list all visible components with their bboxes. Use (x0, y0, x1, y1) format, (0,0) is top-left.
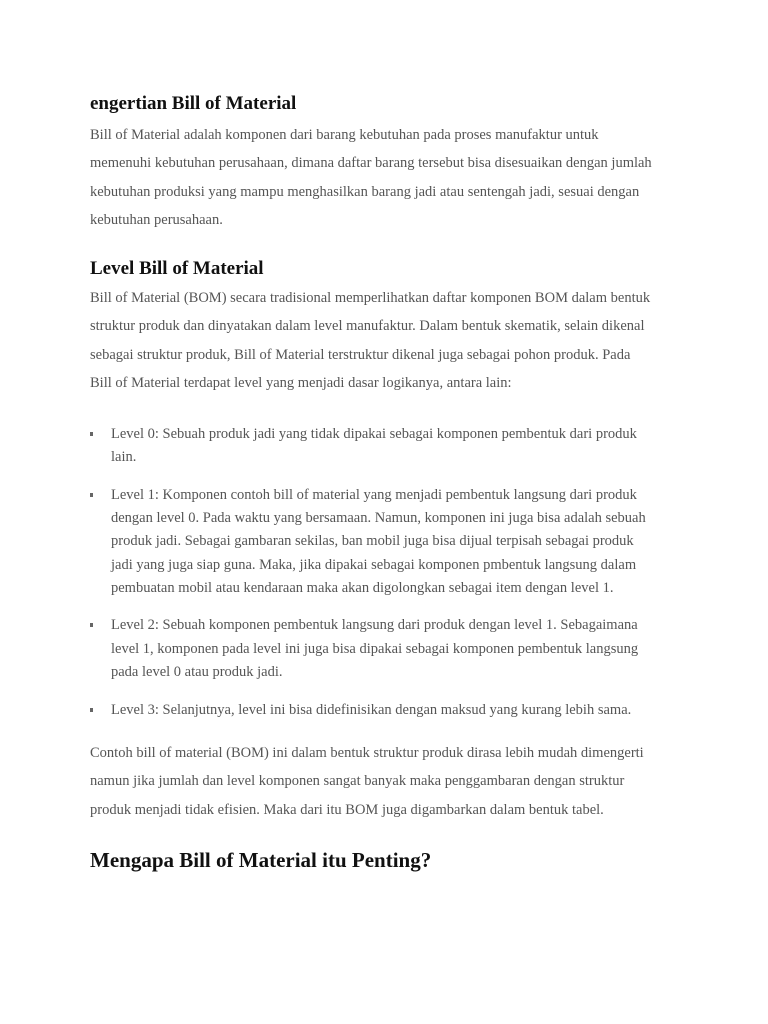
bullet-icon (90, 623, 93, 627)
section-heading-pengertian: engertian Bill of Material (90, 93, 297, 114)
text-line: namun jika jumlah dan level komponen sangat banyak maka penggambaran dengan struktur (90, 773, 625, 790)
text-line: Contoh bill of material (BOM) ini dalam bentuk struktur produk dirasa lebih mudah dimengerti (90, 745, 644, 761)
text-line: sebagai struktur produk, Bill of Material terstruktur dikenal juga sebagai pohon produk. Pada (90, 346, 631, 363)
text-line: Level 0: Sebuah produk jadi yang tidak dipakai sebagai komponen pembentuk dari produk (111, 426, 637, 442)
level-paragraph (90, 284, 690, 397)
list-item (90, 699, 670, 722)
text-line: Level 3: Selanjutnya, level ini bisa didefinisikan dengan maksud yang kurang lebih sama. (111, 701, 632, 718)
closing-paragraph (90, 739, 690, 824)
text-line: produk menjadi tidak efisien. Maka dari itu BOM juga digambarkan dalam bentuk tabel. (90, 801, 604, 818)
text-line: pembuatan mobil atau kendaraan maka akan digolongkan sebagai item dengan level 1. (111, 579, 614, 596)
text-line: dengan level 0. Pada waktu yang bersamaan. Namun, komponen ini juga bisa adalah sebuah (111, 510, 646, 527)
text-line: kebutuhan produksi yang mampu menghasilkan barang jadi atau sentengah jadi, sesuai dengan (90, 183, 640, 200)
text-line: memenuhi kebutuhan perusahaan, dimana daftar barang tersebut bisa disesuaikan dengan jumlah (90, 155, 652, 172)
list-item (90, 423, 670, 469)
text-line: Bill of Material (BOM) secara tradisional memperlihatkan daftar komponen BOM dalam bentuk (90, 290, 651, 306)
text-line: jadi yang juga siap guna. Maka, jika dipakai sebagai komponen pmbentuk langsung dalam (111, 556, 637, 573)
intro-paragraph (90, 121, 690, 234)
text-line: level 1, komponen pada level ini juga bisa dipakai sebagai komponen pembentuk langsung (111, 640, 639, 657)
text-line: kebutuhan perusahaan. (90, 211, 223, 228)
text-line: Bill of Material terdapat level yang menjadi dasar logikanya, antara lain: (90, 374, 512, 391)
text-line: Level 1: Komponen contoh bill of material yang menjadi pembentuk langsung dari produk (111, 486, 637, 503)
list-item (90, 614, 670, 684)
section-heading-level: Level Bill of Material (90, 258, 264, 279)
bullet-icon (90, 493, 93, 497)
text-line: pada level 0 atau produk jadi. (111, 663, 283, 680)
text-line: Bill of Material adalah komponen dari barang kebutuhan pada proses manufaktur untuk (90, 127, 599, 143)
list-item (90, 484, 670, 600)
text-line: produk jadi. Sebagai gambaran sekilas, ban mobil juga bisa dijual terpisah sebagai produk (111, 533, 634, 550)
text-line: Level 2: Sebuah komponen pembentuk langsung dari produk dengan level 1. Sebagaimana (111, 617, 638, 634)
level-list (90, 423, 670, 736)
section-heading-importance: Mengapa Bill of Material itu Penting? (90, 848, 432, 872)
bullet-icon (90, 432, 93, 436)
text-line: lain. (111, 449, 137, 466)
bullet-icon (90, 708, 93, 712)
text-line: struktur produk dan dinyatakan dalam level manufaktur. Dalam bentuk skematik, selain dikenal (90, 318, 645, 335)
